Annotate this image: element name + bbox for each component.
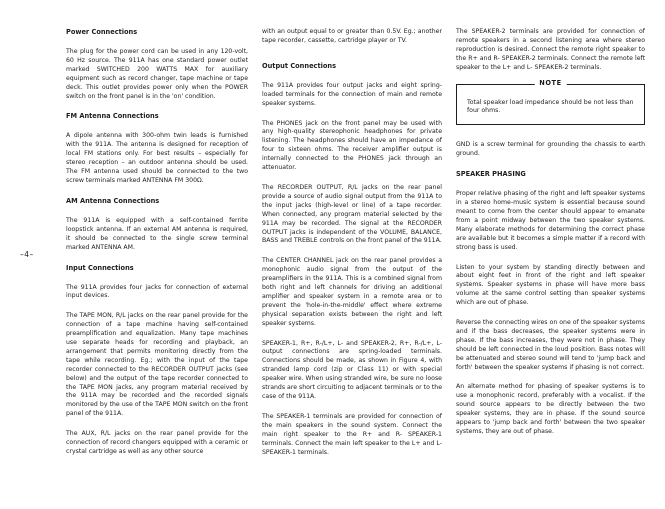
am-antenna-heading: AM Antenna Connections <box>66 196 160 205</box>
phasing-paragraph-1: Proper relative phasing of the right and left speaker systems in a stereo home-music system is essential because sound meant to come from the center should appear to emanate from a point midway between the two speaker systems. Many elaborate methods for determining the correct phase are available but it becomes a simple matter if a record with strong bass is used. <box>456 190 645 251</box>
input-paragraph-2: The TAPE MON, R/L jacks on the rear panel provide for the connection of a tape machine having self-contained preamplification and equalization. Many tape machines use separate heads for recording and playback, an arrangement that permits monitoring directly from the tape while recording. Eg.; with the input of the tape recorder connected to the RECORDER OUTPUT jacks (see below) and the output of the tape recorder connected to the TAPE MON jacks, any program material received by the 911A may be recorded and the recorded signals monitored by the use of the TAPE MON switch on the front panel of the 911A. <box>66 312 248 418</box>
speaker-2-paragraph: The SPEAKER-2 terminals are provided for connection of remote speakers in a second listening area where stereo reproduction is desired. Connect the remote right speaker to the R+ and R- SPEAKER-2 terminals. Connect the remote left speaker to the L+ and L- SPEAKER-2 terminals. <box>456 28 645 71</box>
speaker-terminals-paragraph: SPEAKER-1, R+, R-/L+, L- and SPEAKER-2, R+, R-/L+, L- output connections are spring-loaded terminals. Connections should be made, as shown in Figure 4, with stranded lamp cord (zip or Class 11) or with special speaker wire. When using stranded wire, be sure no loose strands are short circuiting to adjacent terminals or to the case of the 911A. <box>262 339 442 400</box>
input-paragraph-3: The AUX, R/L jacks on the rear panel provide for the connection of record changers equipped with a ceramic or crystal cartridge as well as any other source <box>66 430 248 455</box>
page-number: –4– <box>20 250 34 259</box>
phasing-paragraph-3: Reverse the connecting wires on one of the speaker systems and if the bass decreases, the speaker systems were in phase. If the bass increases, they were not in phase. They should be left connected in the loud position. Bass notes will be attenuated and stereo sound will tend to 'jump back and forth' between the speaker systems if phasing is not correct. <box>456 319 645 371</box>
input-connections-heading: Input Connections <box>66 263 134 272</box>
column-right <box>456 28 645 448</box>
output-connections-heading: Output Connections <box>262 61 337 70</box>
gnd-paragraph: GND is a screw terminal for grounding the chassis to earth ground. <box>456 141 645 158</box>
output-paragraph-1: The 911A provides four output jacks and eight spring-loaded terminals for the connection of main and remote speaker systems. <box>262 81 442 107</box>
fm-antenna-heading: FM Antenna Connections <box>66 112 159 121</box>
fm-antenna-paragraph: A dipole antenna with 300-ohm twin leads is furnished with the 911A. The antenna is designed for reception of local FM stations only. For best results – especially for stereo reception – an outdoor antenna should be used. The FM antenna used should be connected to the two screw terminals marked ANTENNA FM 300Ω. <box>66 132 248 184</box>
note-text: Total speaker load impedance should be not less than four ohms. <box>467 98 634 115</box>
note-box <box>456 78 645 126</box>
center-channel-paragraph: The CENTER CHANNEL jack on the rear panel provides a monophonic audio signal from the output of the preamplifiers in the 911A. This is a combined signal from both right and left channels for driving an additional amplifier and speaker system in a remote area or to prevent the 'hole-in-the-middle' effect where extreme physical separation exists between the right and left speaker systems. <box>262 257 442 327</box>
column-left <box>66 28 248 468</box>
recorder-output-paragraph: The RECORDER OUTPUT, R/L jacks on the rear panel provide a source of audio signal output from the 911A to the input jacks (high-level or line) of a tape recorder. When connected, any program material selected by the 911A may be recorded. The signal at the RECORDER OUTPUT jacks is independent of the VOLUME, BALANCE, BASS and TREBLE controls on the front panel of the 911A. <box>262 183 442 245</box>
power-paragraph: The plug for the power cord can be used in any 120-volt, 60 Hz source. The 911A has one standard power outlet marked SWITCHED 200 WATTS MAX for auxiliary equipment such as record changer, tape machine or tape deck. This outlet provides power only when the POWER switch on the front panel is in the 'on' condition. <box>66 48 248 100</box>
speaker-phasing-heading: SPEAKER PHASING <box>456 170 526 179</box>
phasing-paragraph-2: Listen to your system by standing directly between and about eight feet in front of the right and left speaker systems. Speaker systems in phase will have more bass volume at the same control setting than speaker systems which are out of phase. <box>456 263 645 307</box>
am-antenna-paragraph: The 911A is equipped with a self-contained ferrite loopstick antenna. If an external AM antenna is required, it should be connected to the single screw terminal marked ANTENNA AM. <box>66 216 248 251</box>
phasing-paragraph-4: An alternate method for phasing of speaker systems is to use a monophonic record, preferably with a vocalist. If the sound source appears to be directly between the two speaker systems, they are in phase. If the sound source appears to 'jump back and forth' between the two speaker systems, they are out of phase. <box>456 383 645 435</box>
continued-paragraph: with an output equal to or greater than 0.5V. Eg.; another tape recorder, cassette, cartridge player or TV. <box>262 28 442 44</box>
input-paragraph-1: The 911A provides four jacks for connection of external input devices. <box>66 283 248 300</box>
phones-paragraph: The PHONES jack on the front panel may be used with any high-quality stereophonic headphones for private listening. The headphones should have an impedance of four to sixteen ohms. The receiver amplifier output is internally connected to the PHONES jack through an attenuator. <box>262 119 442 172</box>
speaker-1-paragraph: The SPEAKER-1 terminals are provided for connection of the main speakers in the sound system. Connect the main right speaker to the R+ and R- SPEAKER-1 terminals. Connect the main left speaker to the L+ and L- SPEAKER-1 terminals. <box>262 412 442 456</box>
power-connections-heading: Power Connections <box>66 28 138 36</box>
column-middle <box>262 28 442 468</box>
note-title: NOTE <box>534 79 567 87</box>
